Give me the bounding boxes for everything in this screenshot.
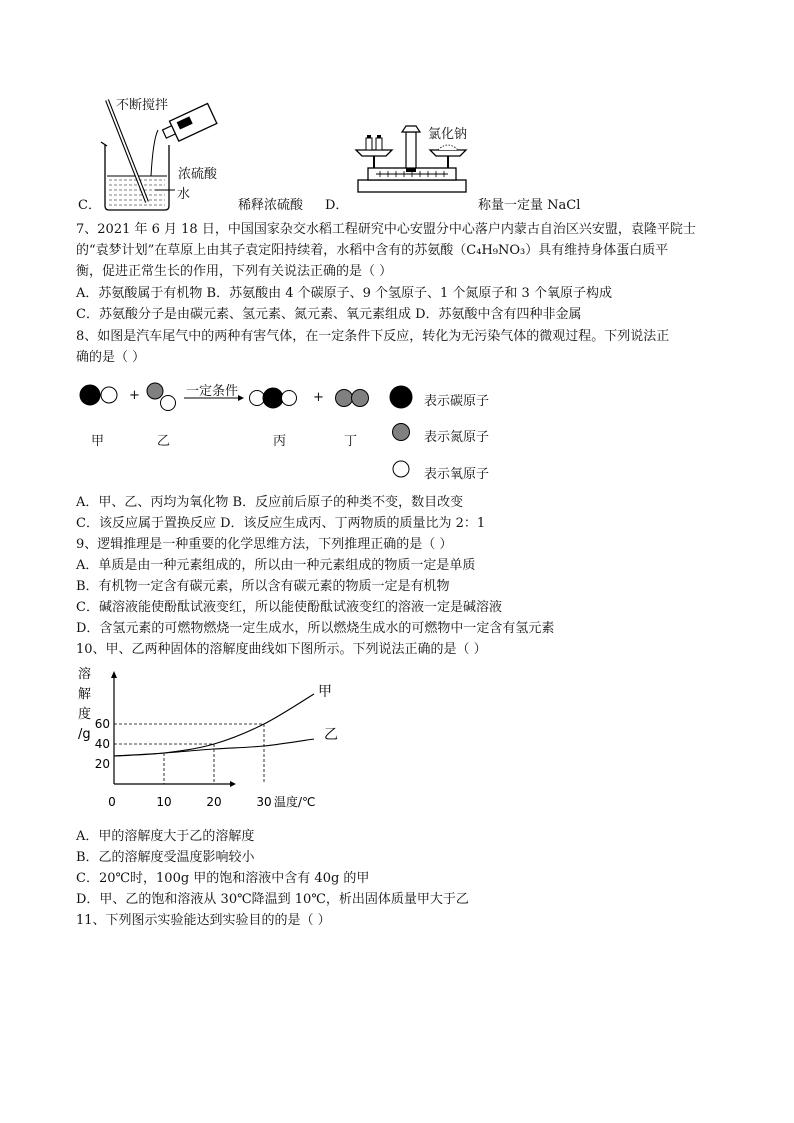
- y-axis-label: 度: [78, 707, 92, 722]
- option-d-caption: 称量一定量 NaCl: [478, 198, 581, 213]
- molecule-name-jia: 甲: [91, 434, 105, 449]
- x-tick-label: 0: [108, 795, 116, 809]
- option-d-letter: D．: [325, 198, 349, 213]
- series-label: 甲: [318, 684, 332, 700]
- q9-option-b: B．有机物一定含有碳元素，所以含有碳元素的物质一定是有机物: [76, 579, 450, 594]
- q8-options-cd: C．该反应属于置换反应 D．该反应生成丙、丁两物质的质量比为 2：1: [76, 516, 486, 531]
- q7-line-1: 7、2021 年 6 月 18 日，中国国家杂交水稻工程研究中心安盟分中心落户内蒙古自治区兴安盟，袁隆平院士: [76, 222, 696, 237]
- x-axis-arrow: [230, 781, 236, 787]
- y-tick-label: 40: [94, 737, 110, 751]
- q9-stem: 9、逻辑推理是一种重要的化学思维方法，下列推理正确的是（ ）: [76, 537, 453, 552]
- y-axis-label: 解: [78, 687, 92, 702]
- legend-carbon: 表示碳原子: [424, 394, 490, 409]
- atom-legend-icons: [388, 383, 414, 483]
- q9-option-c: C．碱溶液能使酚酞试液变红，所以能使酚酞试液变红的溶液一定是碱溶液: [76, 600, 502, 615]
- water-label: 水: [177, 187, 191, 202]
- y-axis-label: 溶: [78, 667, 92, 682]
- molecule-name-yi: 乙: [157, 434, 171, 449]
- q10-stem: 10、甲、乙两种固体的溶解度曲线如下图所示。下列说法正确的是（ ）: [76, 642, 487, 657]
- q9-option-a: A．单质是由一种元素组成的，所以由一种元素组成的物质一定是单质: [76, 558, 476, 573]
- x-tick-label: 10: [156, 795, 172, 809]
- q10-option-a: A．甲的溶解度大于乙的溶解度: [76, 829, 255, 844]
- x-tick-label: 20: [206, 795, 222, 809]
- q7-options-cd: C．苏氨酸分子是由碳元素、氢元素、氮元素、氧元素组成 D．苏氨酸中含有四种非金属: [76, 307, 582, 322]
- series-line-yi: [114, 739, 314, 756]
- q8-options-ab: A．甲、乙、丙均为氧化物 B．反应前后原子的种类不变，数目改变: [76, 495, 464, 510]
- y-tick-label: 20: [94, 757, 110, 771]
- q7-options-ab: A．苏氨酸属于有机物 B．苏氨酸由 4 个碳原子、9 个氢原子、1 个氮原子和 3 个氧原子构成: [76, 286, 612, 301]
- concentrated-acid-label: 浓硫酸: [178, 167, 218, 182]
- stir-label: 不断搅拌: [116, 98, 169, 113]
- q7-line-2: 的“袁梦计划”在草原上由其子袁定阳持续着，水稻中含有的苏氨酸（C₄H₉NO₃）具有维持身体蛋白质平: [76, 243, 669, 258]
- q10-option-c: C．20℃时，100g 甲的饱和溶液中含有 40g 的甲: [76, 871, 370, 886]
- q9-option-d: D．含氢元素的可燃物燃烧一定生成水，所以燃烧生成水的可燃物中一定含有氢元素: [76, 621, 555, 636]
- x-tick-label: 30: [256, 795, 272, 809]
- x-axis-label: 温度/℃: [274, 795, 316, 809]
- plus-sign-1: +: [129, 388, 140, 403]
- sodium-chloride-label: 氯化钠: [428, 127, 468, 142]
- legend-nitrogen: 表示氮原子: [424, 430, 490, 445]
- q10-option-d: D．甲、乙的饱和溶液从 30℃降温到 10℃，析出固体质量甲大于乙: [76, 892, 469, 907]
- y-tick-label: 60: [94, 717, 110, 731]
- q8-line-2: 确的是（ ）: [76, 350, 146, 365]
- option-c-letter: C．: [78, 198, 101, 213]
- option-c-caption: 稀释浓硫酸: [238, 198, 304, 213]
- q10-option-b: B．乙的溶解度受温度影响较小: [76, 850, 255, 865]
- series-label: 乙: [324, 727, 338, 743]
- legend-oxygen: 表示氧原子: [424, 467, 490, 482]
- plus-sign-2: +: [313, 390, 324, 405]
- q8-line-1: 8、如图是汽车尾气中的两种有害气体，在一定条件下反应，转化为无污染气体的微观过程。下列说法正: [76, 329, 670, 344]
- molecule-name-ding: 丁: [344, 434, 358, 449]
- y-axis-label: /g: [78, 727, 91, 742]
- solubility-chart: [70, 662, 338, 822]
- q11-stem: 11、下列图示实验能达到实验目的的是（ ）: [76, 913, 331, 928]
- molecule-name-bing: 丙: [273, 434, 287, 449]
- q7-line-3: 衡，促进正常生长的作用，下列有关说法正确的是（ ）: [76, 264, 393, 279]
- y-axis-arrow: [111, 671, 117, 678]
- reaction-condition: 一定条件: [186, 384, 239, 399]
